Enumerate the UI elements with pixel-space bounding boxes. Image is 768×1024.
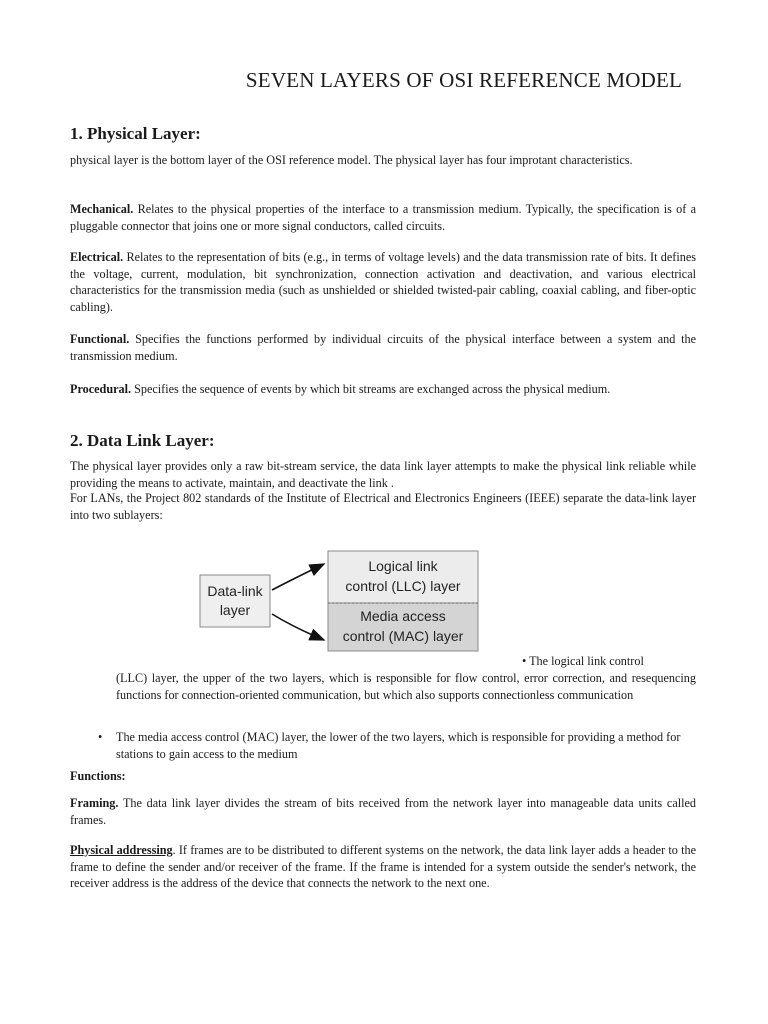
procedural-paragraph [70, 381, 696, 398]
mac-label-line2: control (MAC) layer [342, 628, 464, 644]
functional-term: Functional. [70, 332, 130, 346]
bullet-mac [98, 729, 698, 762]
physical-addressing-term: Physical addressing [70, 843, 173, 857]
data-link-label-line1: Data-link [207, 583, 263, 599]
mechanical-text: Relates to the physical properties of the interface to a transmission medium. Typically, the specification is of a pluggable connector that joins one or more signal conductors, called circuits. [70, 202, 696, 233]
functional-text: Specifies the functions performed by individual circuits of the physical interface between a system and the transmission medium. [70, 332, 696, 363]
procedural-term: Procedural. [70, 382, 132, 396]
framing-text: The data link layer divides the stream of bits received from the network layer into manageable data units called frames. [70, 796, 696, 827]
physical-intro-paragraph: physical layer is the bottom layer of the OSI reference model. The physical layer has four improtant characteristics. [70, 153, 633, 167]
framing-paragraph [70, 795, 696, 828]
mechanical-paragraph [70, 201, 696, 234]
llc-label-line1: Logical link [368, 558, 438, 574]
bullet-llc-head: • The logical link control [522, 654, 644, 668]
electrical-term: Electrical. [70, 250, 124, 264]
llc-label-line2: control (LLC) layer [345, 578, 461, 594]
framing-term: Framing. [70, 796, 119, 810]
functional-paragraph [70, 331, 696, 364]
physical-addressing-text: . If frames are to be distributed to different systems on the network, the data link layer adds a header to the frame to define the sender and/or receiver of the frame. If the frame is intended for a system outside the sender's network, the receiver address is the address of the device that connects the network to the next one. [70, 843, 696, 890]
bullet-mac-dot: • [98, 730, 103, 744]
bullet-llc-text: (LLC) layer, the upper of the two layers, which is responsible for flow control, error correction, and resequencing functions for connection-oriented communication, but which also supports connectionless communication [116, 671, 696, 702]
data-link-label-line2: layer [219, 602, 251, 618]
page-title: SEVEN LAYERS OF OSI REFERENCE MODEL [245, 68, 683, 92]
electrical-text: Relates to the representation of bits (e.g., in terms of voltage levels) and the data transmission rate of bits. It defines the voltage, current, modulation, bit synchronization, connection activation and deactivation, and various electrical characteristics for the transmission media (such as unshielded or shielded twisted-pair cabling, coaxial cabling, and fiber-optic cabling). [70, 250, 696, 314]
section-heading-data-link-layer: 2. Data Link Layer: [70, 431, 215, 450]
functions-heading: Functions: [70, 769, 126, 783]
electrical-paragraph [70, 249, 696, 315]
datalink-intro-paragraph: The physical layer provides only a raw bit-stream service, the data link layer attempts to make the physical link reliable while providing the means to activate, maintain, and deactivate the link . [70, 459, 696, 490]
datalink-lan-paragraph: For LANs, the Project 802 standards of the Institute of Electrical and Electronics Engineers (IEEE) separate the data-link layer into two sublayers: [70, 491, 696, 522]
physical-addressing-paragraph [70, 842, 696, 892]
bullet-mac-text: The media access control (MAC) layer, the lower of the two layers, which is responsible for providing a method for stations to gain access to the medium [116, 730, 681, 761]
mechanical-term: Mechanical. [70, 202, 134, 216]
section-heading-physical-layer: 1. Physical Layer: [70, 124, 201, 143]
arrow-to-mac [272, 614, 324, 640]
arrow-to-llc [272, 564, 324, 590]
procedural-text: Specifies the sequence of events by which bit streams are exchanged across the physical medium. [131, 382, 611, 396]
sublayers-diagram [190, 548, 490, 658]
mac-label-line1: Media access [360, 608, 446, 624]
